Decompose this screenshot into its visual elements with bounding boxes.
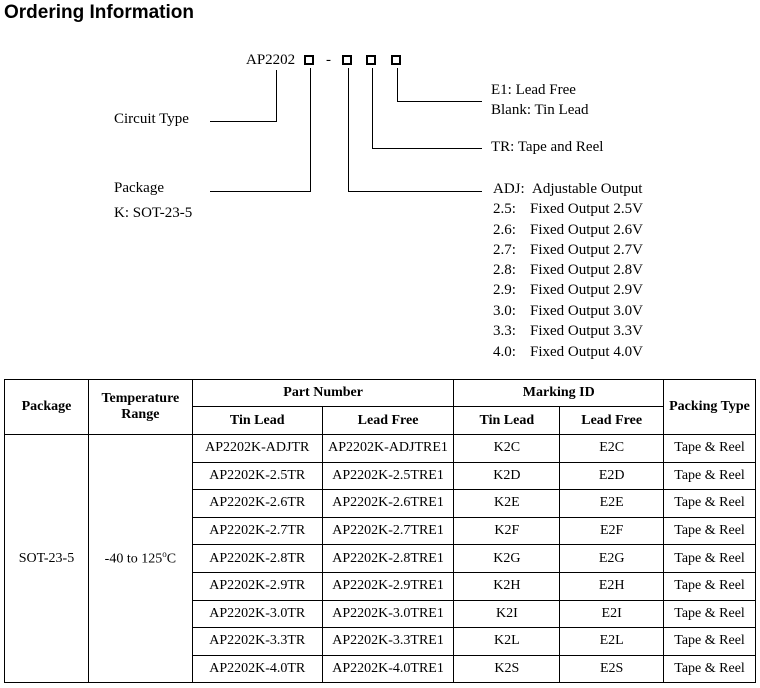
mk-tin-cell: K2I [454, 600, 560, 628]
package-leader [210, 191, 311, 192]
output-desc: Fixed Output 2.6V [530, 222, 643, 238]
output-code: 2.7: [493, 242, 516, 258]
mk-tin-cell: K2C [454, 435, 560, 463]
mk-free-cell: E2H [560, 572, 664, 600]
output-desc: Fixed Output 3.0V [530, 303, 643, 319]
mk-tin-cell: K2G [454, 545, 560, 573]
pn-tin-cell: AP2202K-2.7TR [192, 517, 322, 545]
mk-tin-cell: K2S [454, 655, 560, 683]
pn-tin-cell: AP2202K-ADJTR [192, 435, 322, 463]
mk-tin-cell: K2D [454, 462, 560, 490]
header-marking-id: Marking ID [454, 380, 664, 407]
header-packing-type: Packing Type [664, 380, 756, 435]
header-pn-tin-lead: Tin Lead [192, 407, 322, 435]
output-desc: Fixed Output 3.3V [530, 323, 643, 339]
pn-free-cell: AP2202K-2.6TRE1 [322, 490, 454, 518]
output-desc: Fixed Output 2.7V [530, 242, 643, 258]
pn-tin-cell: AP2202K-2.8TR [192, 545, 322, 573]
page-title: Ordering Information [4, 2, 194, 23]
header-mk-tin-lead: Tin Lead [454, 407, 560, 435]
temperature-range-cell: -40 to 125$^o$C [88, 435, 192, 683]
output-desc: Adjustable Output [532, 181, 643, 197]
output-desc: Fixed Output 2.8V [530, 262, 643, 278]
output-connector [348, 68, 349, 192]
output-code: 2.9: [493, 282, 516, 298]
mk-free-cell: E2E [560, 490, 664, 518]
output-leader [348, 191, 482, 192]
mk-free-cell: E2S [560, 655, 664, 683]
part-prefix: AP2202 [246, 52, 296, 68]
mk-free-cell: E2C [560, 435, 664, 463]
table-row [5, 435, 756, 463]
pn-free-cell: AP2202K-4.0TRE1 [322, 655, 454, 683]
pn-tin-cell: AP2202K-3.0TR [192, 600, 322, 628]
mk-free-cell: E2F [560, 517, 664, 545]
mk-tin-cell: K2F [454, 517, 560, 545]
packing-cell: Tape & Reel [664, 655, 756, 683]
packing-cell: Tape & Reel [664, 545, 756, 573]
mk-tin-cell: K2E [454, 490, 560, 518]
output-desc: Fixed Output 2.9V [530, 282, 643, 298]
output-code: 3.3: [493, 323, 516, 339]
pn-free-cell: AP2202K-2.8TRE1 [322, 545, 454, 573]
circuit-type-label: Circuit Type [114, 111, 189, 127]
packing-cell: Tape & Reel [664, 517, 756, 545]
package-connector [310, 68, 311, 192]
package-code-box [304, 55, 314, 65]
pn-tin-cell: AP2202K-2.9TR [192, 572, 322, 600]
pn-tin-cell: AP2202K-2.6TR [192, 490, 322, 518]
packing-cell: Tape & Reel [664, 628, 756, 656]
pn-tin-cell: AP2202K-4.0TR [192, 655, 322, 683]
pn-tin-cell: AP2202K-2.5TR [192, 462, 322, 490]
tape-connector [372, 68, 373, 149]
package-cell: SOT-23-5 [5, 435, 89, 683]
header-pn-lead-free: Lead Free [322, 407, 454, 435]
package-k-label: K: SOT-23-5 [114, 205, 193, 221]
mk-tin-cell: K2L [454, 628, 560, 656]
mk-tin-cell: K2H [454, 572, 560, 600]
output-code: 2.6: [493, 222, 516, 238]
output-desc: Fixed Output 2.5V [530, 201, 643, 217]
mk-free-cell: E2L [560, 628, 664, 656]
code-dash: - [326, 52, 331, 68]
output-code: 4.0: [493, 344, 516, 360]
output-code: 3.0: [493, 303, 516, 319]
pn-free-cell: AP2202K-ADJTRE1 [322, 435, 454, 463]
lead-e1-label: E1: Lead Free [491, 82, 576, 98]
pn-free-cell: AP2202K-3.0TRE1 [322, 600, 454, 628]
packing-cell: Tape & Reel [664, 490, 756, 518]
packing-cell: Tape & Reel [664, 572, 756, 600]
packing-cell: Tape & Reel [664, 600, 756, 628]
mk-free-cell: E2I [560, 600, 664, 628]
output-code: 2.5: [493, 201, 516, 217]
lead-leader [397, 101, 482, 102]
output-code: ADJ: [493, 181, 525, 197]
output-code-box [342, 55, 352, 65]
lead-blank-label: Blank: Tin Lead [491, 102, 589, 118]
output-code: 2.8: [493, 262, 516, 278]
tape-reel-label: TR: Tape and Reel [491, 139, 604, 155]
tape-leader [372, 148, 482, 149]
header-part-number: Part Number [192, 380, 454, 407]
ordering-table [4, 379, 756, 683]
output-desc: Fixed Output 4.0V [530, 344, 643, 360]
header-temperature-range: Temperature Range [88, 380, 192, 435]
pn-free-cell: AP2202K-2.5TRE1 [322, 462, 454, 490]
pn-tin-cell: AP2202K-3.3TR [192, 628, 322, 656]
header-mk-lead-free: Lead Free [560, 407, 664, 435]
mk-free-cell: E2D [560, 462, 664, 490]
pn-free-cell: AP2202K-2.9TRE1 [322, 572, 454, 600]
lead-code-box [391, 55, 401, 65]
mk-free-cell: E2G [560, 545, 664, 573]
circuit-type-leader [210, 121, 277, 122]
pn-free-cell: AP2202K-2.7TRE1 [322, 517, 454, 545]
packing-cell: Tape & Reel [664, 462, 756, 490]
pn-free-cell: AP2202K-3.3TRE1 [322, 628, 454, 656]
header-package: Package [5, 380, 89, 435]
lead-connector [397, 68, 398, 102]
tape-code-box [366, 55, 376, 65]
package-label: Package [114, 180, 164, 196]
packing-cell: Tape & Reel [664, 435, 756, 463]
circuit-type-connector [276, 70, 277, 122]
